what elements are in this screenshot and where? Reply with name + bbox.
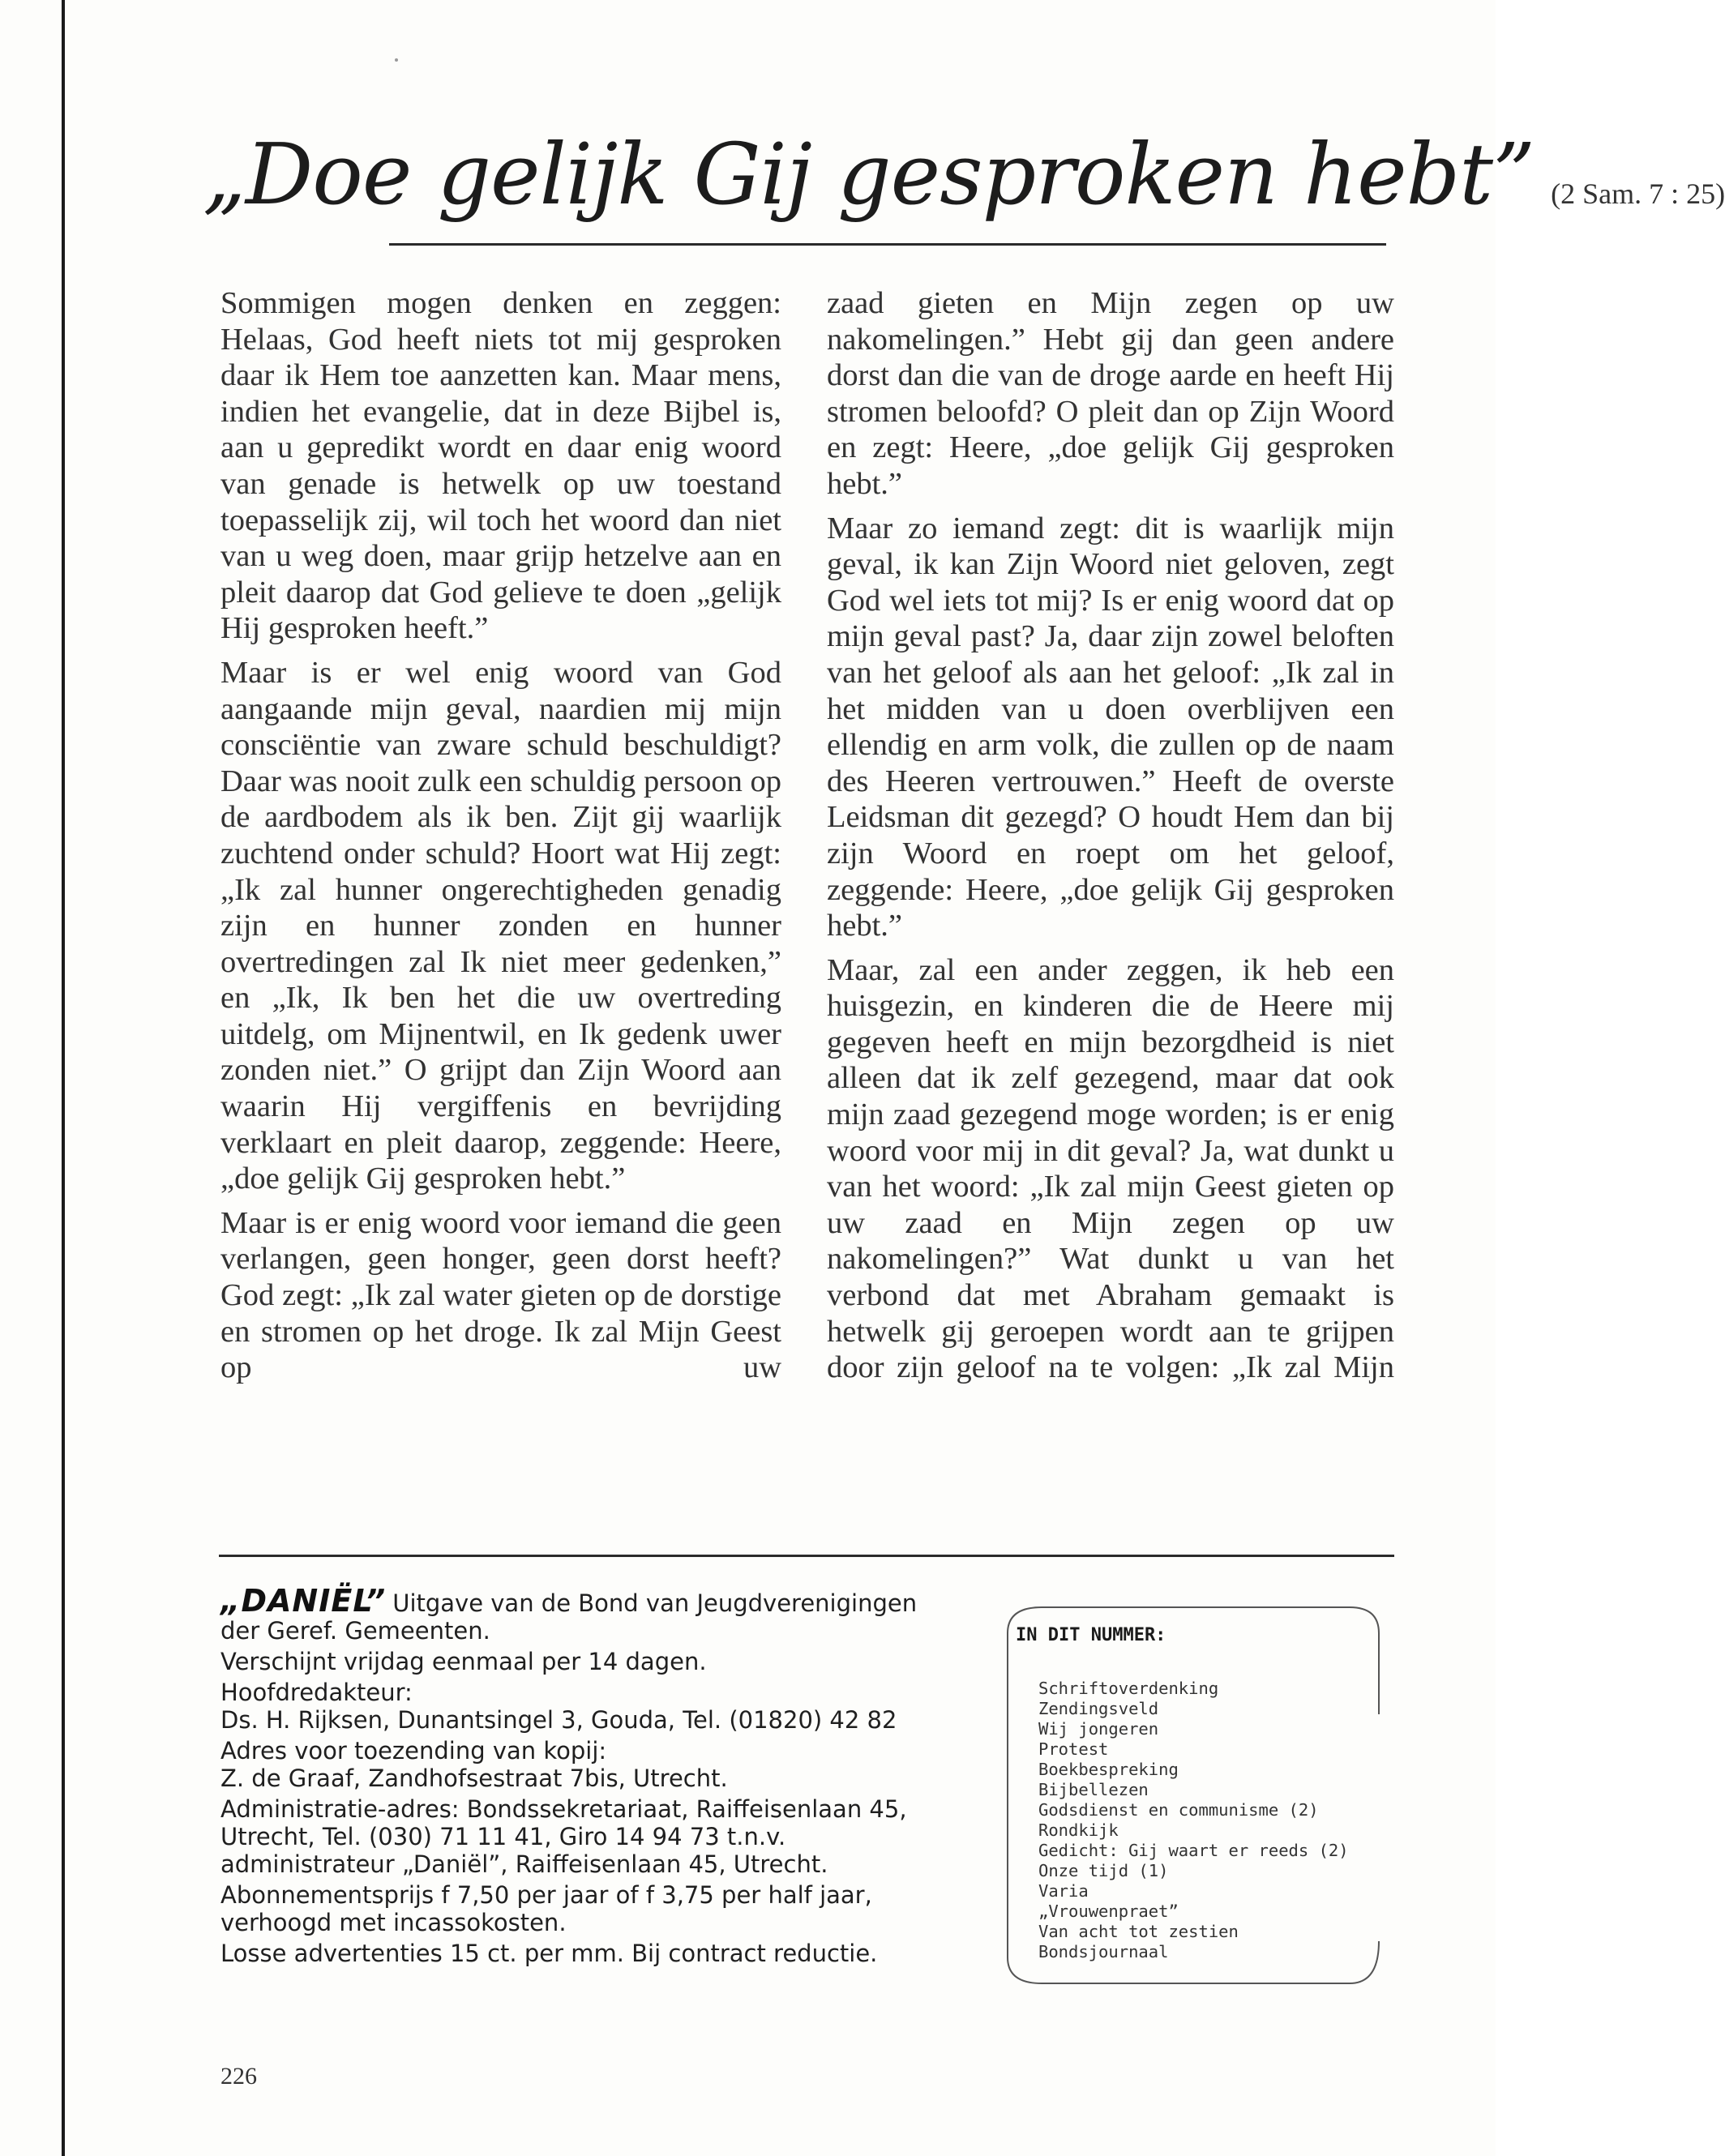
contents-item: Godsdienst en communisme (2) <box>1038 1800 1319 1820</box>
paragraph: Maar is er wel enig woord van God aangaande mijn geval, naardien mij mijn consciëntie van zware schuld beschuldigt? Daar was nooit zulk een schuldig persoon op de aardbodem als ik ben. Zijt gij waarlijk zuchtend onder schuld? Hoort wat Hij zegt: „Ik zal hunner ongerechtigheden genadig zijn en hunner zonden en hunner overtredingen zal Ik niet meer gedenken,” en „Ik, Ik ben het die uw overtreding uitdelg, om Mijnentwil, en Ik gedenk uwer zonden niet.” O grijpt dan Zijn Woord aan waarin Hij vergiffenis en bevrijding verklaart en pleit daarop, zeggende: Heere, „doe gelijk Gij gesproken hebt.” <box>220 655 781 1196</box>
speck <box>395 58 398 62</box>
publisher-text: Uitgave van de Bond van Jeugdverenigingen der Geref. Gemeenten. <box>220 1589 918 1645</box>
contents-item: Protest <box>1038 1739 1109 1759</box>
scripture-reference: (2 Sam. 7 : 25) <box>1551 178 1725 210</box>
paragraph: Maar is er enig woord voor iemand die geen verlangen, geen honger, geen dorst heeft? God zegt: „Ik zal water gieten op de dorstige en stromen op het droge. Ik zal Mijn Geest op uw <box>220 1205 781 1385</box>
article-left-column <box>220 285 781 1386</box>
section-rule <box>219 1555 1394 1557</box>
article-right-column <box>827 285 1394 1386</box>
advertising-rates: Losse advertenties 15 ct. per mm. Bij contract reductie. <box>220 1940 878 1967</box>
impressum-publisher-line <box>220 1583 950 1645</box>
contents-list <box>1038 1679 1349 1962</box>
contents-item: Zendingsveld <box>1038 1699 1159 1718</box>
contents-item: Onze tijd (1) <box>1038 1861 1169 1880</box>
contents-item: Wij jongeren <box>1038 1719 1159 1739</box>
binding-edge <box>62 0 65 2156</box>
paragraph: Maar zo iemand zegt: dit is waarlijk mijn geval, ik kan Zijn Woord niet geloven, zegt God wel iets tot mij? Is er enig woord dat op mijn geval past? Ja, daar zijn zowel beloften van het geloof als aan het geloof: „Ik zal in het midden van u doen overblijven een ellendig en arm volk, die zullen op de naam des Heeren vertrouwen.” Heeft de overste Leidsman dit gezegd? O houdt Hem dan bij zijn Woord en roept om het geloof, zeggende: Heere, „doe gelijk Gij gesproken hebt.” <box>827 511 1394 943</box>
paragraph: zaad gieten en Mijn zegen op uw nakomelingen.” Hebt gij dan geen andere dorst dan die van de droge aarde en heeft Hij stromen beloofd? O pleit dan op Zijn Woord en zegt: Heere, „doe gelijk Gij gesproken hebt.” <box>827 286 1394 501</box>
admin-address: Administratie-adres: Bondssekretariaat, Raiffeisenlaan 45, Utrecht, Tel. (030) 71 11 41, Giro 14 94 73 t.n.v. administrateur „Daniël”, Raiffeisenlaan 45, Utrecht. <box>220 1795 907 1878</box>
contents-item: Gedicht: Gij waart er reeds (2) <box>1038 1841 1349 1860</box>
editor-address: Ds. H. Rijksen, Dunantsingel 3, Gouda, Tel. (01820) 42 82 <box>220 1706 897 1734</box>
contents-item: Bijbellezen <box>1038 1780 1149 1799</box>
contents-heading: IN DIT NUMMER: <box>1016 1625 1166 1645</box>
contents-item: Bondsjournaal <box>1038 1942 1169 1961</box>
contents-item: Boekbespreking <box>1038 1760 1179 1779</box>
paragraph: Sommigen mogen denken en zeggen: Helaas, God heeft niets tot mij gesproken daar ik Hem toe aanzetten kan. Maar mens, indien het evangelie, dat in deze Bijbel is, aan u gepredikt wordt en daar enig woord van genade is hetwelk op uw toestand toepasselijk zij, wil toch het woord dan niet van u weg doen, maar grijp hetzelve aan en pleit daarop dat God gelieve te doen „gelijk Hij gesproken heeft.” <box>220 286 781 646</box>
copy-label: Adres voor toezending van kopij: <box>220 1737 607 1765</box>
contents-item: Van acht tot zestien <box>1038 1922 1239 1941</box>
page-title: „Doe gelijk Gij gesproken hebt” <box>203 125 1535 224</box>
contents-item: Rondkijk <box>1038 1820 1119 1840</box>
contents-item: „Vrouwenpraet” <box>1038 1901 1179 1921</box>
contents-item[interactable]: Schriftoverdenking <box>1038 1679 1219 1698</box>
editor-label: Hoofdredakteur: <box>220 1679 413 1706</box>
contents-box <box>993 1601 1390 1998</box>
title-row <box>203 122 1725 227</box>
title-rule <box>389 243 1386 246</box>
brand-logo: „DANIËL” <box>220 1583 387 1619</box>
page-number: 226 <box>220 2063 257 2090</box>
subscription-price: Abonnementsprijs f 7,50 per jaar of f 3,75 per half jaar, verhoogd met incassokosten. <box>220 1881 872 1936</box>
frequency-text: Verschijnt vrijdag eenmaal per 14 dagen. <box>220 1648 707 1675</box>
copy-address: Z. de Graaf, Zandhofsestraat 7bis, Utrecht. <box>220 1765 728 1792</box>
paragraph: Maar, zal een ander zeggen, ik heb een huisgezin, en kinderen die de Heere mij gegeven heeft en mijn bezorgdheid is niet alleen dat ik zelf gezegend, maar dat ook mijn zaad gezegend moge worden; is er enig woord voor mij in dit geval? Ja, wat dunkt u van het woord: „Ik zal mijn Geest gieten op uw zaad en Mijn zegen op uw nakomelingen?” Wat dunkt u van het verbond dat met Abraham gemaakt is hetwelk gij geroepen wordt aan te grijpen door zijn geloof na te volgen: „Ik zal Mijn <box>827 952 1394 1385</box>
contents-item: Varia <box>1038 1881 1089 1901</box>
impressum <box>220 1583 950 1970</box>
